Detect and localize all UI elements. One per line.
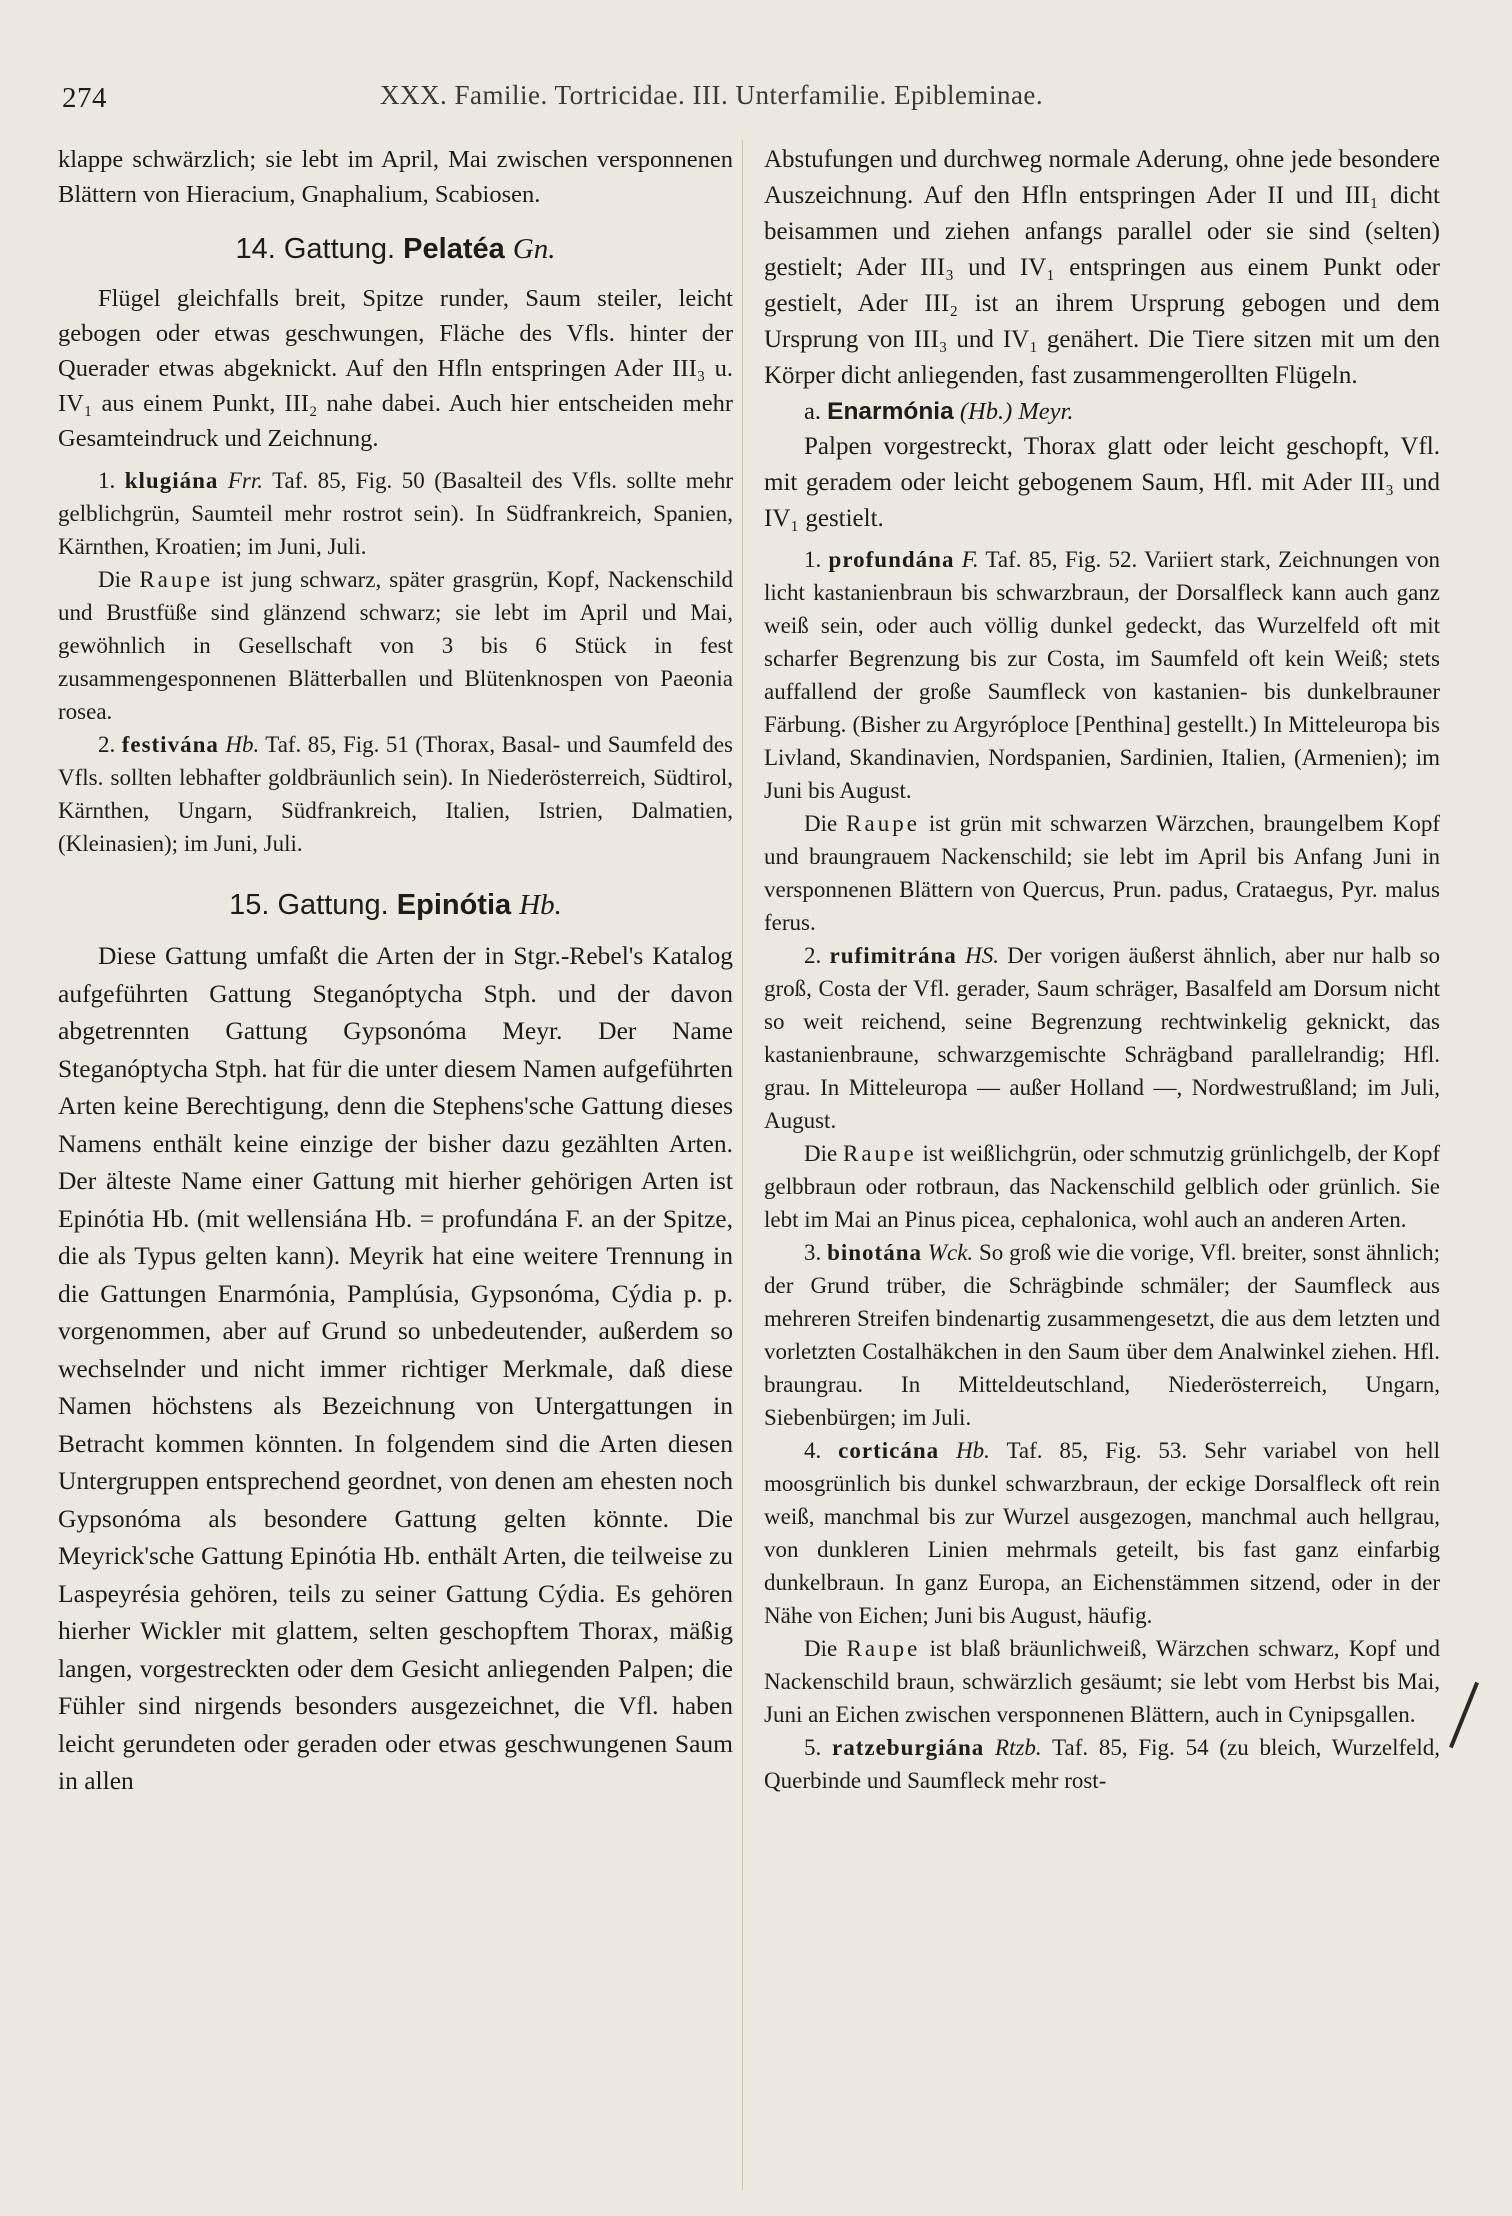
running-head: XXX. Familie. Tortricidae. III. Unterfamilie. Epibleminae. (380, 80, 1044, 110)
larva-paragraph (764, 807, 1440, 939)
species-author: Rtzb. (995, 1735, 1042, 1760)
subgenus-label: a. (804, 398, 821, 425)
species-entry (764, 1731, 1440, 1797)
subgenus-heading (764, 394, 1440, 429)
left-column (58, 142, 733, 1800)
subgenus-name: Enarmónia (827, 398, 954, 425)
entry-number: 4. (804, 1438, 822, 1463)
larva-word: Raupe (846, 811, 920, 836)
genus-number: 14. Gattung. (235, 233, 396, 265)
larva-paragraph (764, 1137, 1440, 1236)
species-text: Taf. 85, Fig. 52. Variiert stark, Zeichnungen von licht kastanienbraun bis schwarzbraun, der Dorsalfleck kann auch ganz weiß sein, oder auch völlig dunkel gedeckt, das Wurzelfeld oft mit scharfer Begrenzung bis zur Costa, im Saumfeld oft kein Weiß; stets auffallend der große Saumfleck von kastanien- bis dunkelbrauner Färbung. (Bisher zu Argyróploce [Penthina] gestellt.) In Mitteleuropa bis Livland, Skandinavien, Nordspanien, Sardinien, Italien, (Armenien); im Juni bis August. (764, 547, 1440, 803)
species-text: So groß wie die vorige, Vfl. breiter, sonst ähnlich; der Grund trüber, die Schrägbinde schmäler; der Saumfleck aus mehreren Streifen bindenartig zusammengesetzt, die aus dem letzten und vorletzten Costalhäkchen in den Saum über dem Analwinkel ziehen. Hfl. braungrau. In Mitteldeutschland, Niederösterreich, Ungarn, Siebenbürgen; im Juli. (764, 1240, 1441, 1430)
species-entry (58, 728, 733, 860)
species-text: Taf. 85, Fig. 53. Sehr variabel von hell moosgrünlich bis dunkel schwarzbraun, der eckige Dorsalfleck oft rein weiß, manchmal bis zur Wurzel ausgezogen, manchmal auch hellgrau, von dunkleren Linien mehrmals geteilt, bis fast ganz einfarbig dunkelbraun. In ganz Europa, an Eichenstämmen sitzend, oder in der Nähe von Eichen; Juni bis August, häufig. (764, 1438, 1441, 1628)
pencil-margin-mark (1449, 1682, 1479, 1748)
species-text: Taf. 85, Fig. 54 (zu bleich, Wurzelfeld, Querbinde und Saumfleck mehr rost- (764, 1735, 1441, 1793)
species-name: ratzeburgiána (832, 1735, 985, 1760)
species-author: F. (961, 547, 979, 572)
species-author: Wck. (927, 1240, 974, 1265)
larva-intro: Die (804, 811, 838, 836)
larva-text: ist weißlichgrün, oder schmutzig grünlichgelb, der Kopf gelbbraun oder rotbraun, das Nackenschild gelblich oder grünlich. Sie lebt im Mai an Pinus picea, cephalonica, wohl auch an anderen Arten. (764, 1141, 1440, 1232)
species-name: binotána (827, 1240, 923, 1265)
species-text: Taf. 85, Fig. 51 (Thorax, Basal- und Saumfeld des Vfls. sollten lebhafter goldbräunlich sein). In Niederösterreich, Südtirol, Kärnthen, Ungarn, Südfrankreich, Italien, Istrien, Dalmatien, (Kleinasien); im Juni, Juli. (58, 732, 733, 856)
larva-word: Raupe (846, 1636, 921, 1661)
species-entry (58, 464, 733, 563)
species-name: rufimitrána (829, 943, 957, 968)
entry-number: 2. (804, 943, 822, 968)
page-header (62, 78, 1450, 122)
subgenus-author: (Hb.) Meyr. (959, 398, 1074, 425)
entry-number: 5. (804, 1735, 822, 1760)
species-name: profundána (828, 547, 955, 572)
continuation-paragraph: klappe schwärzlich; sie lebt im April, Mai zwischen versponnenen Blättern von Hieracium, Gnaphalium, Scabiosen. (58, 146, 733, 208)
larva-paragraph (764, 1632, 1440, 1731)
larva-text: ist blaß bräunlichweiß, Wärzchen schwarz, Kopf und Nackenschild braun, schwärzlich gesäumt; sie lebt vom Herbst bis Mai, Juni an Eichen zwischen versponnenen Blättern, auch in Cynipsgallen. (764, 1636, 1441, 1727)
species-entry (764, 543, 1440, 807)
genus-author: Hb. (519, 889, 562, 921)
species-name: corticána (838, 1438, 940, 1463)
larva-text: ist grün mit schwarzen Wärzchen, braungelbem Kopf und braungrauem Nackenschild; sie lebt im April bis Anfang Juni in versponnenen Blättern von Quercus, Prun. padus, Crataegus, Pyr. malus ferus. (764, 811, 1441, 935)
species-text: Der vorigen äußerst ähnlich, aber nur halb so groß, Costa der Vfl. gerader, Saum schräger, Basalfeld am Dorsum nicht so weit reichend, seine Begrenzung rechtwinkelig geknickt, das kastanienbraune, schwarzgemischte Schrägband parallelrandig; Hfl. grau. In Mitteleuropa — außer Holland —, Nordwestrußland; im Juli, August. (764, 943, 1441, 1133)
species-author: Hb. (225, 732, 260, 757)
larva-word: Raupe (139, 567, 214, 592)
larva-paragraph (58, 563, 733, 728)
larva-text: ist jung schwarz, später grasgrün, Kopf, Nackenschild und Brustfüße sind glänzend schwarz; sie lebt im April und Mai, gewöhnlich in Gesellschaft von 3 bis 6 Stück in fest zusammengesponnenen Blätterballen und Blütenknospen von Paeonia rosea. (58, 567, 734, 724)
species-text: Taf. 85, Fig. 50 (Basalteil des Vfls. sollte mehr gelblichgrün, Saumteil mehr rostrot sein). In Südfrankreich, Spanien, Kärnthen, Kroatien; im Juni, Juli. (58, 468, 734, 559)
right-column (764, 142, 1440, 1797)
entry-number: 1. (804, 547, 822, 572)
genus-author: Gn. (512, 233, 556, 265)
continuation-paragraph: Abstufungen und durchweg normale Aderung, ohne jede besondere Auszeichnung. Auf den Hfln entspringen Ader II und III₁ dicht beisammen und ziehen anfangs parallel oder sie sind (selten) gestielt; Ader III₃ und IV₁ entspringen aus einem Punkt oder gestielt, Ader III₂ ist an ihrem Ursprung gebogen und dem Ursprung von III₃ und IV₁ genähert. Die Tiere sitzen mit um den Körper dicht anliegenden, fast zusammengerollten Flügeln. (764, 146, 1440, 389)
species-entry (764, 1236, 1440, 1434)
genus-heading-14 (58, 232, 733, 267)
genus-heading-15 (58, 888, 733, 923)
larva-intro: Die (804, 1141, 838, 1166)
species-name: festivána (121, 732, 219, 757)
genus-name: Epinótia (396, 889, 512, 921)
species-author: Frr. (227, 468, 264, 493)
genus-description: Flügel gleichfalls breit, Spitze runder, Saum steiler, leicht gebogen oder etwas geschwungen, Fläche des Vfls. hinter der Querader etwas abgeknickt. Auf den Hfln entspringen Ader III₃ u. IV₁ aus einem Punkt, III₂ nahe dabei. Auch hier entscheiden mehr Gesamteindruck und Zeichnung. (58, 285, 733, 452)
subgenus-description: Palpen vorgestreckt, Thorax glatt oder leicht geschopft, Vfl. mit geradem oder leicht gebogenem Saum, Hfl. mit Ader III₃ und IV₁ gestielt. (764, 433, 1440, 532)
entry-number: 1. (98, 468, 116, 493)
larva-intro: Die (98, 567, 132, 592)
genus-name: Pelatéa (403, 233, 505, 265)
page-number: 274 (62, 82, 107, 114)
larva-word: Raupe (842, 1141, 917, 1166)
larva-intro: Die (804, 1636, 838, 1661)
species-name: klugiána (124, 468, 219, 493)
species-author: Hb. (956, 1438, 990, 1463)
species-entry (764, 939, 1440, 1137)
genus-number: 15. Gattung. (229, 889, 389, 921)
genus-description: Diese Gattung umfaßt die Arten der in Stgr.-Rebel's Katalog aufgeführten Gattung Steganóptycha Stph. und der davon abgetrennten Gattung Gypsonóma Meyr. Der Name Steganóptycha Stph. hat für die unter diesem Namen aufgeführten Arten keine Berechtigung, denn die Stephens'sche Gattung dieses Namens enthält keine einzige der bisher dazu gezählten Arten. Der älteste Name einer Gattung mit hierher gehörigen Arten ist Epinótia Hb. (mit wellensiána Hb. = profundána F. an der Spitze, die als Typus gelten kann). Meyrik hat eine weitere Trennung in die Gattungen Enarmónia, Pamplúsia, Gypsonóma, Cýdia p. p. vorgenommen, aber auf Grund so unbedeutender, außerdem so wechselnder und nicht immer richtiger Merkmale, daß diese Namen höchstens als Bezeichnung von Untergattungen in Betracht kommen könnten. In folgendem sind die Arten diesen Untergruppen entsprechend geordnet, von denen am ehesten noch Gypsonóma als besondere Gattung gelten könnte. Die Meyrick'sche Gattung Epinótia Hb. enthält Arten, die teilweise zu Laspeyrésia gehören, teils zu seiner Gattung Cýdia. Es gehören hierher Wickler mit glattem, selten geschopftem Thorax, mäßig langen, vorgestreckten oder dem Gesicht anliegenden Palpen; die Fühler sind nirgends besonders ausgezeichnet, die Vfl. haben leicht gerundeten oder geraden oder etwas geschwungenen Saum in allen (58, 941, 733, 1795)
species-author: HS. (965, 943, 999, 968)
entry-number: 3. (804, 1240, 822, 1265)
species-entry (764, 1434, 1440, 1632)
entry-number: 2. (98, 732, 116, 757)
column-divider (742, 140, 743, 2190)
